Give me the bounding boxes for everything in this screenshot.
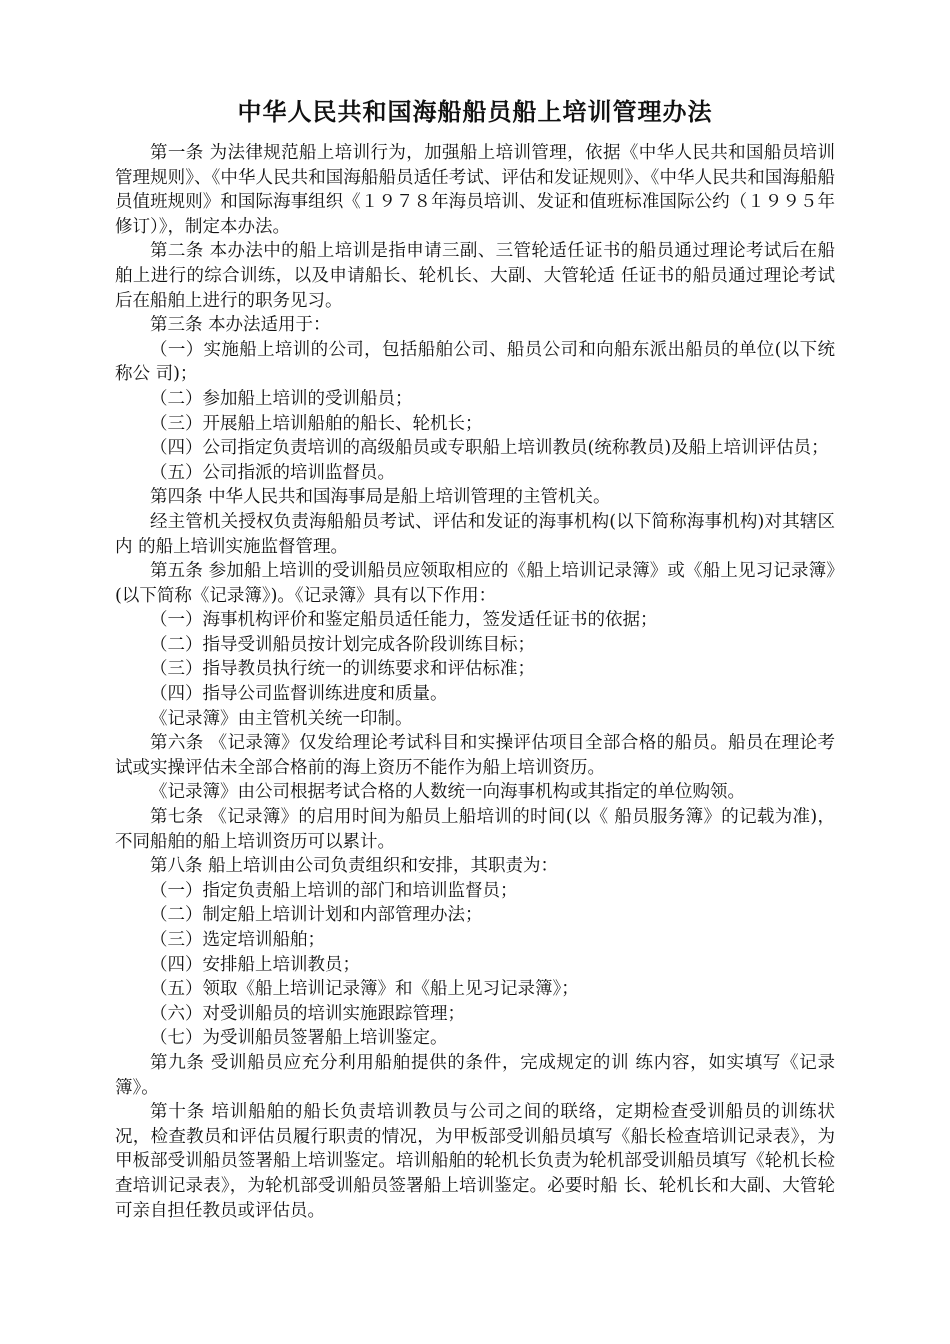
paragraph: 第九条 受训船员应充分利用船舶提供的条件，完成规定的训 练内容，如实填写《记录簿》。 [115, 1052, 835, 1098]
paragraph: （一）实施船上培训的公司，包括船舶公司、船员公司和向船东派出船员的单位(以下统称公 司)； [115, 339, 835, 385]
document-title: 中华人民共和国海船船员船上培训管理办法 [237, 98, 713, 126]
paragraph: 第一条 为法律规范船上培训行为，加强船上培训管理，依据《中华人民共和国船员培训管理规则》、《中华人民共和国海船船员适任考试、评估和发证规则》、《中华人民共和国海船船员值班规则》和国际海事组织《１９７８年海员培训、发证和值班标准国际公约（１９９５年修订）》，制定本办法。 [115, 143, 835, 237]
paragraph: 第十条 培训船舶的船长负责培训教员与公司之间的联络，定期检查受训船员的训练状况，检查教员和评估员履行职责的情况，为甲板部受训船员填写《船长检查培训记录表》，为甲板部受训船员签署船上培训鉴定。培训船舶的轮机长负责为轮机部受训船员填写《轮机长检查培训记录表》，为轮机部受训船员签署船上培训鉴定。必要时船 长、轮机长和大副、大管轮可亲自担任教员或评估员。 [115, 1102, 835, 1221]
paragraph: 《记录簿》由主管机关统一印制。 [150, 708, 413, 729]
paragraph: 经主管机关授权负责海船船员考试、评估和发证的海事机构(以下简称海事机构)对其辖区内 的船上培训实施监督管理。 [115, 511, 835, 557]
paragraph: （七）为受训船员签署船上培训鉴定。 [150, 1028, 448, 1049]
paragraph: （三）指导教员执行统一的训练要求和评估标准； [150, 659, 535, 680]
paragraph: （四）指导公司监督训练进度和质量。 [150, 684, 448, 705]
paragraph: （三）开展船上培训船舶的船长、轮机长； [150, 413, 483, 434]
paragraph: 第三条 本办法适用于： [150, 315, 331, 336]
paragraph: （三）选定培训船舶； [150, 930, 325, 950]
paragraph: （四）公司指定负责培训的高级船员或专职船上培训教员(统称教员)及船上培训评估员； [150, 438, 829, 459]
paragraph: （一）海事机构评价和鉴定船员适任能力，签发适任证书的依据； [150, 610, 658, 631]
paragraph: 《记录簿》由公司根据考试合格的人数统一向海事机构或其指定的单位购领。 [150, 782, 745, 803]
paragraph: （二）指导受训船员按计划完成各阶段训练目标； [150, 634, 535, 655]
paragraph: 第二条 本办法中的船上培训是指申请三副、三管轮适任证书的船员通过理论考试后在船舶上进行的综合训练，以及申请船长、轮机长、大副、大管轮适 任证书的船员通过理论考试后在船舶上进行的职务见习。 [115, 241, 835, 311]
paragraph: （六）对受训船员的培训实施跟踪管理； [150, 1003, 465, 1024]
document-body [115, 141, 835, 1223]
paragraph: 第六条 《记录簿》仅发给理论考试科目和实操评估项目全部合格的船员。船员在理论考试或实操评估未全部合格前的海上资历不能作为船上培训资历。 [115, 733, 835, 778]
paragraph: （四）安排船上培训教员； [150, 954, 360, 975]
paragraph: 第四条 中华人民共和国海事局是船上培训管理的主管机关。 [150, 487, 611, 508]
paragraph: 第八条 船上培训由公司负责组织和安排，其职责为： [150, 856, 559, 877]
paragraph: （二）参加船上培训的受训船员； [150, 388, 413, 409]
paragraph: 第五条 参加船上培训的受训船员应领取相应的《船上培训记录簿》或《船上见习记录簿》(以下简称《记录簿》)。《记录簿》具有以下作用： [115, 561, 835, 606]
paragraph: （一）指定负责船上培训的部门和培训监督员； [150, 880, 518, 901]
paragraph: （五）领取《船上培训记录簿》和《船上见习记录簿》； [150, 979, 579, 1000]
paragraph: （二）制定船上培训计划和内部管理办法； [150, 905, 483, 926]
paragraph: （五）公司指派的培训监督员。 [150, 462, 395, 483]
paragraph: 第七条 《记录簿》的启用时间为船员上船培训的时间(以《 船员服务簿》的记载为准)，不同船舶的船上培训资历可以累计。 [115, 807, 835, 852]
